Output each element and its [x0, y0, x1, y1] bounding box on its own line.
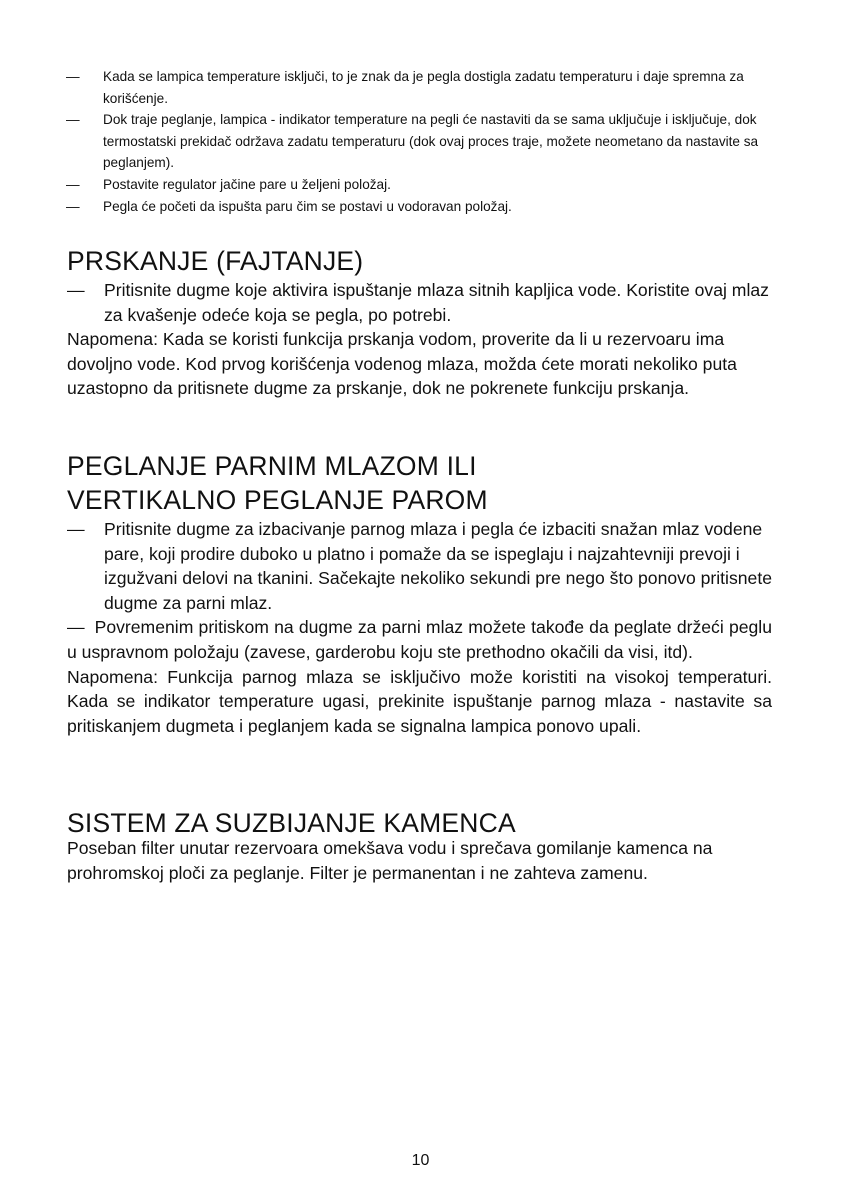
note-paragraph: Napomena: Kada se koristi funkcija prskanja vodom, proverite da li u rezervoaru ima dovoljno vode. Kod prvog korišćenja vodenog mlaza, možda ćete morati nekoliko puta uzastopno da pritisnete dugme za prskanje, dok ne pokrenete funkciju prskanja.: [67, 329, 737, 399]
dash-bullet: —: [67, 617, 85, 638]
list-item-text: Postavite regulator jačine pare u željeni položaj.: [103, 176, 391, 192]
page-number: 10: [411, 1152, 430, 1169]
list-item: [66, 109, 776, 174]
list-item-text: Pritisnite dugme koje aktivira ispuštanje mlaza sitnih kapljica vode. Koristite ovaj mlaz za kvašenje odeće koja se pegla, po potrebi.: [104, 280, 769, 325]
dash-bullet: —: [67, 519, 85, 539]
section-heading-steam-burst-line1: PEGLANJE PARNIM MLAZOM ILI: [67, 451, 477, 481]
list-item: [66, 174, 776, 196]
section-heading-spraying: PRSKANJE (FAJTANJE): [67, 246, 364, 276]
list-item: [67, 517, 772, 615]
note-paragraph: Napomena: Funkcija parnog mlaza se isključivo može koristiti na visokoj temperaturi. Kada se indikator temperature ugasi, prekinite ispuštanje parnog mlaza - nastavite sa pritiskanjem dugmeta i peglanjem kada se signalna lampica ponovo upali.: [67, 666, 772, 736]
list-item-text: Kada se lampica temperature isključi, to je znak da je pegla dostigla zadatu temperaturu i daje spremna za korišćenje.: [103, 69, 744, 106]
list-item-text: Dok traje peglanje, lampica - indikator temperature na pegli će nastaviti da se sama uključuje i isključuje, dok termostatski prekidač održava zadatu temperaturu (dok ovaj proces traje, možete neometano da nastavite sa peglanjem).: [103, 112, 759, 171]
section-body-anti-calc: Poseban filter unutar rezervoara omekšava vodu i sprečava gomilanje kamenca na prohromskoj ploči za peglanje. Filter je permanentan i ne zahteva zamenu.: [67, 838, 713, 883]
temperature-notes-list: [66, 66, 776, 217]
section-heading-steam-burst-line2: VERTIKALNO PEGLANJE PAROM: [67, 485, 488, 515]
dash-bullet: —: [66, 112, 80, 128]
list-item: [67, 615, 772, 664]
section-body-steam-burst: [67, 517, 772, 738]
list-item: [67, 278, 772, 327]
section-heading-anti-calc: SISTEM ZA SUZBIJANJE KAMENCA: [67, 808, 516, 838]
list-item-text: Povremenim pritiskom na dugme za parni mlaz možete takođe da peglate držeći peglu u uspravnom položaju (zavese, garderobu koju ste prethodno okačili da visi, itd).: [67, 617, 772, 662]
section-body-spraying: [67, 278, 772, 401]
dash-bullet: —: [67, 280, 85, 300]
dash-bullet: —: [66, 198, 80, 214]
dash-bullet: —: [66, 176, 80, 192]
list-item-text: Pritisnite dugme za izbacivanje parnog mlaza i pegla će izbaciti snažan mlaz vodene pare, koji prodire duboko u platno i pomaže da se ispeglaju i najzahtevniji prevoji i izgužvani delovi na tkanini. Sačekajte nekoliko sekundi pre nego što ponovo pritisnete dugme za parni mlaz.: [104, 519, 773, 613]
dash-bullet: —: [66, 69, 80, 84]
list-item: [66, 66, 776, 109]
list-item-text: Pegla će početi da ispušta paru čim se postavi u vodoravan položaj.: [103, 198, 512, 214]
list-item: [66, 196, 776, 218]
